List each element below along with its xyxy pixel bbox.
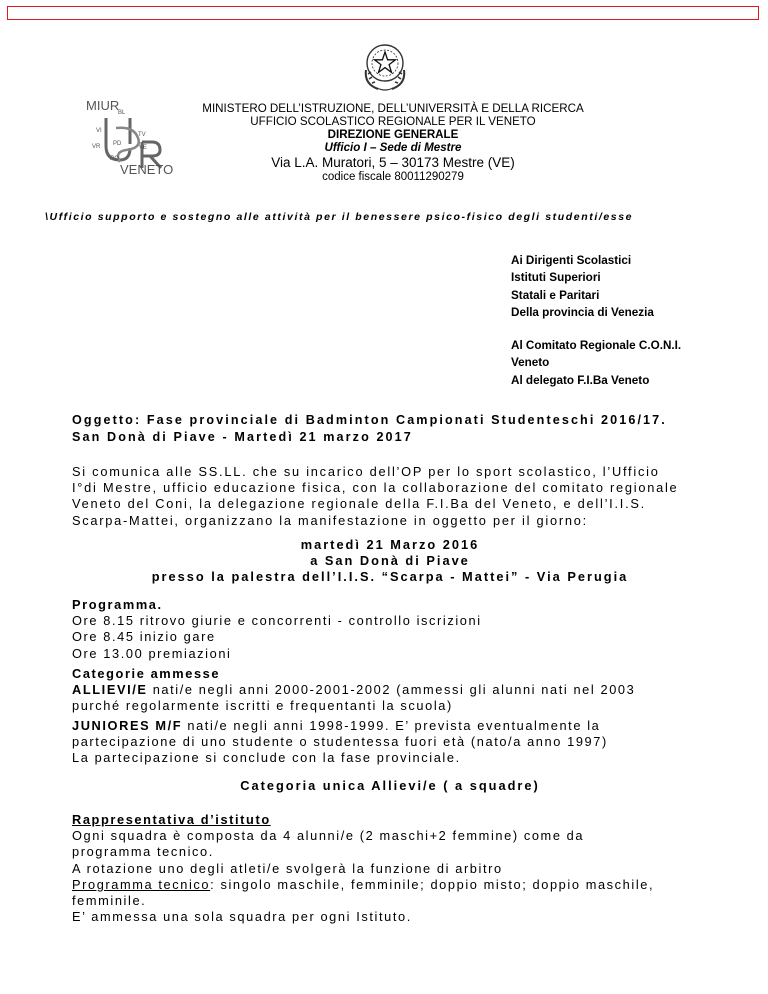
intro-line: Scarpa-Mattei, organizzano la manifestazione in oggetto per il giorno: [72, 512, 588, 528]
recipient-line: Statali e Paritari [511, 288, 600, 302]
representation-text: A rotazione uno degli atleti/e svolgerà la funzione di arbitro [72, 860, 503, 876]
juniores-text: partecipazione di uno studente o studentessa fuori età (nato/a anno 1997) [72, 734, 608, 750]
juniores-text: La partecipazione si conclude con la fase provinciale. [72, 750, 461, 766]
intro-line: Si comunica alle SS.LL. che su incarico dell’OP per lo sport scolastico, l’Ufficio [72, 464, 660, 479]
event-date-line: martedì 21 Marzo 2016 [300, 537, 480, 552]
event-date-block [60, 537, 720, 586]
program-section [72, 597, 732, 662]
program-item: Ore 13.00 premiazioni [72, 645, 232, 661]
recipient-line: Della provincia di Venezia [511, 305, 654, 319]
logo-province-vr: VR [92, 144, 101, 150]
logo-province-ve: VE [139, 145, 148, 151]
technical-program-text: : singolo maschile, femminile; doppio misto; doppio maschile, [210, 876, 655, 892]
technical-program-label: Programma tecnico [72, 876, 211, 892]
juniores-label: JUNIORES M/F [72, 718, 183, 733]
event-date-line: a San Donà di Piave [310, 553, 470, 569]
representation-section [72, 812, 732, 925]
office-seat: Ufficio I – Sede di Mestre [324, 141, 462, 154]
event-date-line: presso la palestra dell’I.I.S. “Scarpa - Mattei” - Via Perugia [151, 569, 629, 585]
logo-province-vi: VI [96, 128, 102, 134]
recipient-line: Al Comitato Regionale C.O.N.I. [511, 339, 682, 353]
subject-line: Oggetto: Fase provinciale di Badminton Campionati Studenteschi 2016/17. [72, 413, 667, 427]
categories-title: Categorie ammesse [72, 666, 221, 681]
allievi-label: ALLIEVI/E [72, 682, 148, 698]
tax-code: codice fiscale 80011290279 [322, 171, 464, 183]
program-item: Ore 8.15 ritrovo giurie e concorrenti - controllo iscrizioni [72, 613, 482, 629]
recipient-line: Veneto [511, 356, 550, 370]
usr-veneto-logo [86, 98, 178, 180]
juniores-section [72, 718, 732, 767]
categories-section [72, 666, 732, 715]
address: Via L.A. Muratori, 5 – 30173 Mestre (VE) [271, 155, 515, 170]
allievi-text: nati/e negli anni 2000-2001-2002 (ammessi gli alunni nati nel 2003 [147, 682, 636, 698]
logo-province-bl: BL [118, 110, 126, 116]
logo-province-ro: RO [110, 156, 119, 162]
intro-paragraph [72, 464, 732, 529]
logo-province-tv: TV [138, 132, 146, 138]
program-title: Programma. [72, 597, 163, 612]
intro-line: Veneto del Coni, la delegazione regionale della F.I.Ba del Veneto, e dell’I.I.S. [72, 496, 646, 512]
regional-office: UFFICIO SCOLASTICO REGIONALE PER IL VENETO [250, 115, 536, 128]
direction-name: DIREZIONE GENERALE [327, 128, 459, 141]
representation-text: E’ ammessa una sola squadra per ogni Istituto. [72, 909, 412, 925]
recipient-line: Al delegato F.I.Ba Veneto [511, 373, 650, 387]
recipient-line: Istituti Superiori [511, 271, 601, 285]
logo-veneto-text: VENETO [120, 162, 174, 177]
logo-miur-text: MIUR [86, 98, 120, 113]
ministry-name: MINISTERO DELL’ISTRUZIONE, DELL’UNIVERSITÀ E DELLA RICERCA [202, 102, 584, 115]
single-category-heading: Categoria unica Allievi/e ( a squadre) [240, 778, 540, 793]
recipients [511, 252, 751, 389]
technical-program-text: femminile. [72, 893, 147, 909]
office-line: \Ufficio supporto e sostegno alle attività per il benessere psico-fisico degli studenti/esse [45, 211, 634, 223]
logo-province-pd: PD [113, 141, 122, 147]
recipient-line: Ai Dirigenti Scolastici [511, 254, 632, 267]
representation-title: Rappresentativa d’istituto [72, 812, 271, 827]
representation-text: Ogni squadra è composta da 4 alunni/e (2 maschi+2 femmine) come da [72, 828, 585, 844]
program-item: Ore 8.45 inizio gare [72, 629, 216, 645]
intro-line: I°di Mestre, ufficio educazione fisica, con la collaborazione del comitato regionale [72, 480, 679, 496]
juniores-text: nati/e negli anni 1998-1999. E’ prevista eventualmente la [182, 718, 601, 733]
republic-emblem-icon [360, 40, 410, 92]
letterhead [180, 102, 606, 184]
allievi-text: purché regolarmente iscritti e frequentanti la scuola) [72, 698, 453, 714]
representation-text: programma tecnico. [72, 844, 214, 860]
subject-line: San Donà di Piave - Martedì 21 marzo 2017 [72, 429, 413, 444]
top-frame [7, 6, 759, 20]
subject [72, 412, 732, 445]
